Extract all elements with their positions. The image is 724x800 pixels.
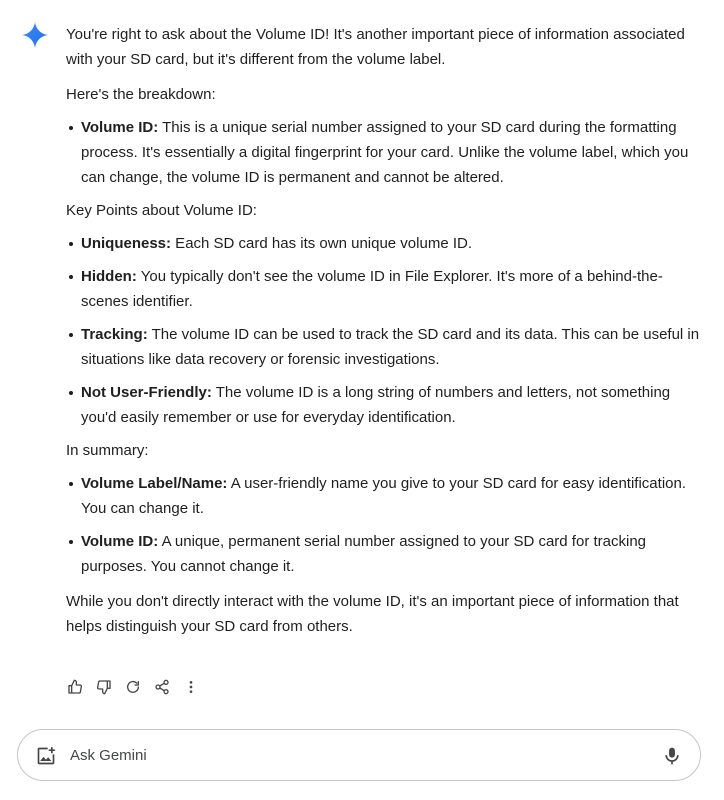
share-button[interactable] bbox=[153, 677, 170, 697]
list-item-term: Tracking: bbox=[81, 326, 148, 343]
list-item-term: Uniqueness: bbox=[81, 235, 172, 252]
list-item bbox=[81, 380, 706, 430]
list-item bbox=[81, 322, 706, 372]
thumbs-down-button[interactable] bbox=[95, 677, 112, 697]
thumbs-up-button[interactable] bbox=[66, 677, 83, 697]
list-item bbox=[81, 264, 706, 314]
list-item-text: A user-friendly name you give to your SD card for easy identification. You can change it. bbox=[81, 475, 686, 517]
response-intro: You're right to ask about the Volume ID! It's another important piece of information associated with your SD card, but it's different from the volume label. bbox=[66, 26, 685, 68]
list-item-term: Not User-Friendly: bbox=[81, 384, 212, 401]
list-item-text: Each SD card has its own unique volume ID. bbox=[171, 235, 472, 252]
key-points-heading: Key Points about Volume ID: bbox=[66, 202, 257, 219]
thumbs-down-icon bbox=[96, 679, 112, 695]
list-item bbox=[81, 231, 706, 256]
add-image-icon[interactable] bbox=[36, 746, 56, 766]
prompt-bar bbox=[17, 729, 701, 781]
more-options-button[interactable] bbox=[182, 677, 199, 697]
list-item bbox=[81, 471, 706, 521]
list-item-text: A unique, permanent serial number assigned to your SD card for tracking purposes. You cannot change it. bbox=[81, 533, 646, 575]
list-item-term: Volume Label/Name: bbox=[81, 475, 228, 492]
gemini-spark-icon bbox=[22, 22, 48, 48]
breakdown-list bbox=[66, 115, 706, 190]
list-item-text: The volume ID can be used to track the SD card and its data. This can be useful in situations like data recovery or forensic investigations. bbox=[81, 326, 700, 368]
microphone-icon[interactable] bbox=[662, 745, 682, 767]
list-item bbox=[81, 529, 706, 579]
summary-list bbox=[66, 471, 706, 579]
ask-gemini-input[interactable] bbox=[70, 743, 630, 767]
list-item-text: The volume ID is a long string of numbers and letters, not something you'd easily remember or use for everyday identification. bbox=[81, 384, 671, 426]
summary-heading: In summary: bbox=[66, 442, 149, 459]
list-item-term: Hidden: bbox=[81, 268, 137, 285]
list-item-text: You typically don't see the volume ID in File Explorer. It's more of a behind-the-scenes identifier. bbox=[81, 268, 663, 310]
list-item-term: Volume ID: bbox=[81, 119, 159, 136]
key-points-list bbox=[66, 231, 706, 430]
breakdown-lead: Here's the breakdown: bbox=[66, 86, 216, 103]
share-icon bbox=[154, 679, 170, 695]
list-item-text: This is a unique serial number assigned to your SD card during the formatting process. It's essentially a digital fingerprint for your card. Unlike the volume label, which you can change, the volume ID is permanent and cannot be altered. bbox=[81, 119, 689, 186]
response-actions bbox=[66, 677, 199, 697]
thumbs-up-icon bbox=[67, 679, 83, 695]
list-item bbox=[81, 115, 706, 190]
assistant-response bbox=[66, 22, 706, 639]
regenerate-button[interactable] bbox=[124, 677, 141, 697]
response-closing: While you don't directly interact with the volume ID, it's an important piece of information that helps distinguish your SD card from others. bbox=[66, 593, 679, 635]
more-vertical-icon bbox=[183, 679, 199, 695]
list-item-term: Volume ID: bbox=[81, 533, 159, 550]
refresh-icon bbox=[125, 679, 141, 695]
